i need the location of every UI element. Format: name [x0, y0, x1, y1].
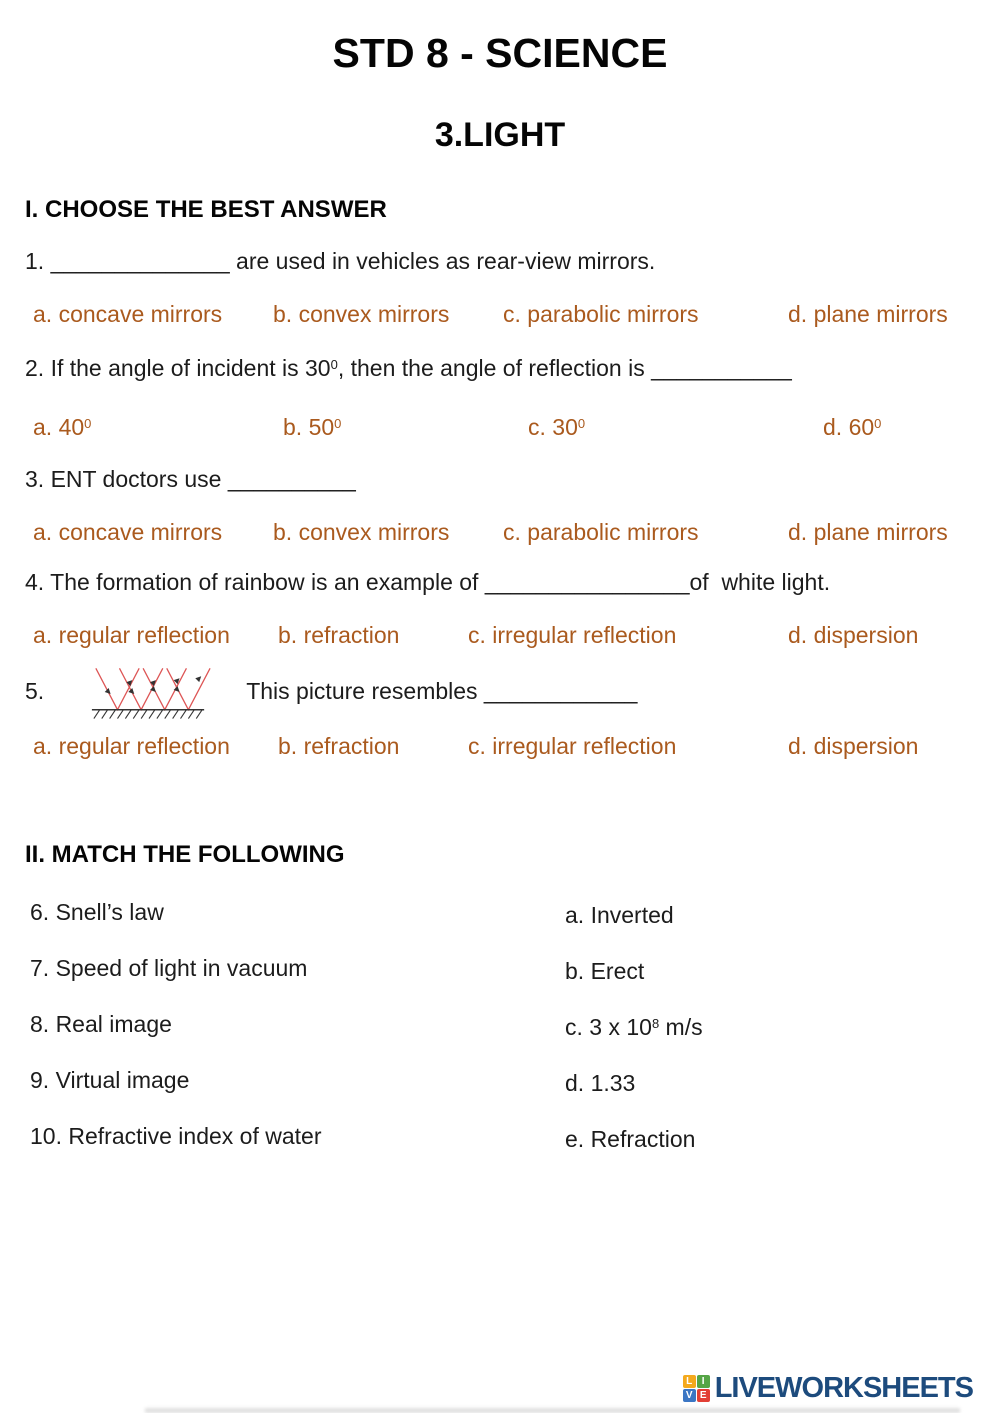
cropped-bottom-text-artifact	[145, 1408, 960, 1413]
q1-option-a[interactable]: a. concave mirrors	[33, 301, 223, 327]
match-answer-b-text: b. Erect	[565, 958, 645, 984]
match-row-9	[0, 1066, 1000, 1097]
section2-heading: II. MATCH THE FOLLOWING	[25, 841, 345, 868]
match-row-6	[0, 898, 1000, 929]
q3-option-b[interactable]: b. convex mirrors	[273, 519, 450, 545]
question-5-number: 5.	[25, 677, 45, 704]
match-answer-e-text: e. Refraction	[565, 1126, 696, 1152]
q5-option-a[interactable]: a. regular reflection	[33, 733, 230, 759]
q4-option-b[interactable]: b. refraction	[278, 622, 400, 648]
q2-option-c[interactable]	[528, 409, 823, 442]
match-row-7	[0, 954, 1000, 985]
question-2-text-pre: 2. If the angle of incident is 30	[25, 355, 331, 381]
q3-option-c[interactable]: c. parabolic mirrors	[503, 519, 699, 545]
liveworksheets-logo[interactable]	[683, 1372, 973, 1405]
question-1-options	[0, 300, 1000, 329]
q4-option-d[interactable]: d. dispersion	[788, 622, 919, 648]
match-answer-c-sup: 8	[651, 1016, 660, 1031]
question-2-text-post: , then the angle of reflection is ___________	[337, 355, 792, 381]
page-subtitle: 3.LIGHT	[434, 116, 566, 154]
question-4-text: 4. The formation of rainbow is an example of ________________of white light.	[25, 569, 831, 595]
question-2-options	[0, 409, 1000, 442]
match-item-9: 9. Virtual image	[30, 1067, 190, 1093]
question-3-options	[0, 518, 1000, 547]
page-title: STD 8 - SCIENCE	[332, 30, 668, 76]
match-item-6: 6. Snell’s law	[30, 899, 164, 925]
question-5-options	[0, 732, 1000, 761]
match-answer-d[interactable]	[565, 1066, 635, 1097]
reflection-diagram	[86, 660, 214, 722]
q2-option-c-sup: 0	[577, 416, 586, 431]
match-answer-d-text: d. 1.33	[565, 1070, 636, 1096]
question-2	[25, 350, 1000, 383]
match-item-8: 8. Real image	[30, 1011, 172, 1037]
logo-square-l: L	[683, 1375, 696, 1388]
q2-option-b[interactable]	[283, 409, 528, 442]
match-row-8	[0, 1010, 1000, 1041]
match-item-7: 7. Speed of light in vacuum	[30, 955, 308, 981]
question-2-superscript: 0	[330, 357, 338, 372]
q5-option-c[interactable]: c. irregular reflection	[468, 733, 677, 759]
q1-option-d[interactable]: d. plane mirrors	[788, 301, 948, 327]
question-5-text: This picture resembles ____________	[246, 677, 638, 704]
question-4-options	[0, 621, 1000, 650]
q2-option-d-label: d. 60	[823, 414, 875, 440]
q5-option-d[interactable]: d. dispersion	[788, 733, 919, 759]
section1-heading: I. CHOOSE THE BEST ANSWER	[25, 196, 387, 223]
q2-option-c-label: c. 30	[528, 414, 578, 440]
q4-option-c[interactable]: c. irregular reflection	[468, 622, 677, 648]
match-answer-a[interactable]	[565, 898, 674, 929]
q3-option-d[interactable]: d. plane mirrors	[788, 519, 948, 545]
match-answer-c[interactable]	[565, 1010, 703, 1041]
question-5	[25, 660, 1000, 722]
question-1-text: 1. ______________ are used in vehicles as rear-view mirrors.	[25, 248, 656, 274]
match-answer-e[interactable]	[565, 1122, 695, 1153]
q1-option-c[interactable]: c. parabolic mirrors	[503, 301, 699, 327]
logo-square-e: E	[697, 1389, 710, 1402]
question-4	[25, 568, 1000, 597]
match-row-10	[0, 1122, 1000, 1153]
question-3-text: 3. ENT doctors use __________	[25, 466, 356, 492]
match-the-following	[0, 898, 1000, 1153]
question-3	[25, 465, 1000, 494]
match-item-10: 10. Refractive index of water	[30, 1123, 322, 1149]
logo-square-i: I	[697, 1375, 710, 1388]
q2-option-d-sup: 0	[874, 416, 882, 431]
liveworksheets-logo-icon	[683, 1375, 711, 1403]
question-1	[25, 247, 1000, 276]
q1-option-b[interactable]: b. convex mirrors	[273, 301, 450, 327]
q2-option-b-sup: 0	[334, 416, 342, 431]
q2-option-a-sup: 0	[84, 416, 92, 431]
match-answer-a-text: a. Inverted	[565, 902, 674, 928]
q2-option-a-label: a. 40	[33, 414, 85, 440]
q2-option-d[interactable]	[823, 409, 881, 442]
q2-option-a[interactable]	[33, 409, 283, 442]
q3-option-a[interactable]: a. concave mirrors	[33, 519, 223, 545]
match-answer-c-post: m/s	[659, 1014, 703, 1040]
q5-option-b[interactable]: b. refraction	[278, 733, 400, 759]
liveworksheets-wordmark: LIVEWORKSHEETS	[714, 1372, 973, 1404]
q2-option-b-label: b. 50	[283, 414, 335, 440]
match-answer-c-text: c. 3 x 10	[565, 1014, 652, 1040]
match-answer-b[interactable]	[565, 954, 644, 985]
q4-option-a[interactable]: a. regular reflection	[33, 622, 230, 648]
logo-square-v: V	[683, 1389, 696, 1402]
